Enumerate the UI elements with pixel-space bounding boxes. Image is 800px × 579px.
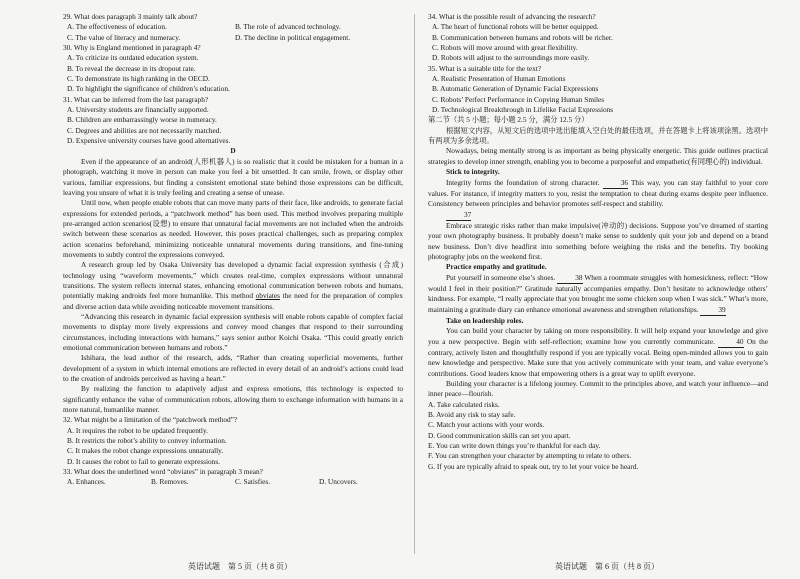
subheading: Stick to integrity. bbox=[446, 167, 500, 177]
option-b: B. Automatic Generation of Dynamic Facial Expressions bbox=[432, 84, 599, 94]
text-segment: When a roommate struggles with homesickness, reflect: “How would I feel in their position?” Gratitude naturally accompanies empathy. Don’t hesitate to acknowledge others’ kindness. For example, “I really appreciate that you brought me some chicken soup when I was sick.” What’s more, maintaining a gratitude diary can enhance emotional awareness and strengthen relationships. bbox=[428, 272, 768, 314]
option-c: C. To demonstrate its high ranking in the OECD. bbox=[67, 74, 210, 84]
column-divider bbox=[414, 14, 415, 554]
option-b: B. Avoid any risk to stay safe. bbox=[428, 410, 516, 420]
option-c: C. The value of literacy and numeracy. bbox=[67, 32, 181, 42]
question-stem: 32. What might be a limitation of the “patchwork method”? bbox=[63, 415, 238, 425]
underlined-word: obviates bbox=[255, 291, 280, 301]
option-c: C. It makes the robot change expressions unnaturally. bbox=[67, 446, 224, 456]
option-c: C. Robots will move around with great flexibility. bbox=[432, 43, 578, 53]
option-a: A. University students are financially supported. bbox=[67, 105, 209, 115]
question-29 bbox=[63, 12, 403, 43]
option-d: D. It causes the robot to fail to generate expressions. bbox=[67, 456, 220, 466]
question-30 bbox=[63, 43, 403, 95]
option-d: D. Good communication skills can set you apart. bbox=[428, 430, 571, 440]
question-stem: 35. What is a suitable title for the text? bbox=[428, 63, 542, 73]
option-d: D. To highlight the significance of children’s education. bbox=[67, 84, 230, 94]
passage-paragraph: A research group led by Osaka University has developed a dynamic facial expression synthesis (合成) technology using “waveform movements,” which creates real-time, complex expressions without unnatural transitions. The system reflects internal states, enhancing emotional communication between robots and humans, potentially making androids feel more humanlike. This method obviates the need for the preparation of complex and diverse action data while avoiding noticeable movement transitions. bbox=[63, 260, 403, 311]
text-segment: You can build your character by taking on more responsibility. It will help expand your knowledge and give you a new perspective. Begin with self-reflection; examine how you currently communicate. bbox=[428, 326, 768, 346]
question-stem: 29. What does paragraph 3 mainly talk about? bbox=[63, 12, 198, 21]
text-segment: Integrity forms the foundation of strong character. bbox=[446, 177, 600, 187]
option-d: D. Robots will adjust to the surroundings more easily. bbox=[432, 53, 590, 63]
option-b: B. Removes. bbox=[151, 477, 189, 487]
option-a: A. Realistic Presentation of Human Emotions bbox=[432, 74, 566, 84]
intro-paragraph: Nowadays, being mentally strong is as important as being physically energetic. This guide outlines practical strategies to develop inner strength, enabling you to become a purposeful and empathetic(有同理心的) individual. bbox=[428, 146, 768, 166]
option-a: A. The effectiveness of education. bbox=[67, 22, 167, 32]
passage-paragraph: Ishihara, the lead author of the research, adds, “Rather than creating superficial movements, further development of a system in which internal emotions are reflected in every detail of an android’s actions could lead to the creation of androids perceived as having a heart.” bbox=[63, 353, 403, 384]
blank-39: 39 bbox=[700, 305, 725, 316]
option-e: E. You can write down things you’re thankful for each day. bbox=[428, 441, 601, 451]
blank-line bbox=[428, 210, 768, 221]
question-stem: 33. What does the underlined word “obviates” in paragraph 3 mean? bbox=[63, 467, 263, 477]
question-33 bbox=[63, 467, 403, 488]
left-column bbox=[63, 12, 403, 488]
text-segment: On the contrary, actively listen and thoughtfully respond if you are typically vocal. Being open-minded allows you to gain new knowledge and perspective. Make sure that you actively communicate with your team, and value everyone’s contributions. Good leaders know that empowering others is a great way to uplift everyone. bbox=[428, 336, 769, 378]
page-footer: 英语试题 第 6 页（共 8 页） bbox=[555, 562, 659, 571]
option-c: C. Satisfies. bbox=[235, 477, 271, 487]
section-instructions: 根据短文内容，从短文后的选项中选出能填入空白处的最佳选项，并在答题卡上将该项涂黑。选项中有两项为多余选项。 bbox=[428, 125, 768, 146]
option-b: B. Children are embarrassingly worse in numeracy. bbox=[67, 115, 217, 125]
blank-37: 37 bbox=[446, 210, 471, 221]
blank-36: 36 bbox=[603, 178, 628, 189]
option-d: D. Uncovers. bbox=[319, 477, 358, 487]
passage-paragraph: Even if the appearance of an android(人形机器人) is so realistic that it could be mistaken for a human in a photograph, watching it move in person can make you feel a bit unsettled. It can smile, frown, or display other various, familiar expressions, but finding a consistent emotional state behind those expressions can be difficult, leaving you unsure of what it is truly feeling and creating a sense of unease. bbox=[63, 156, 403, 197]
section-heading: D bbox=[230, 146, 236, 156]
option-a: A. To criticize its outdated education system. bbox=[67, 53, 199, 63]
option-d: D. The decline in political engagement. bbox=[235, 32, 351, 42]
option-b: B. It restricts the robot’s ability to convey information. bbox=[67, 436, 227, 446]
option-a: A. The heart of functional robots will be better equipped. bbox=[432, 22, 599, 32]
text-segment: Put yourself in someone else’s shoes. bbox=[446, 272, 556, 282]
option-f: F. You can strengthen your character by attempting to relate to others. bbox=[428, 451, 632, 461]
passage-paragraph bbox=[428, 273, 768, 316]
section-title: 第二节（共 5 小题；每小题 2.5 分，满分 12.5 分） bbox=[428, 115, 589, 125]
question-stem: 30. Why is England mentioned in paragraph 4? bbox=[63, 43, 201, 53]
question-stem: 34. What is the possible result of advancing the research? bbox=[428, 12, 596, 21]
question-34 bbox=[428, 12, 768, 64]
subheading: Practice empathy and gratitude. bbox=[446, 262, 547, 272]
question-31 bbox=[63, 95, 403, 147]
question-35 bbox=[428, 64, 768, 116]
answer-options bbox=[428, 400, 768, 472]
passage-paragraph: Embrace strategic risks rather than make impulsive(冲动的) decisions. Suppose you’ve dreamed of starting your own photography business. It probably doesn’t make sense to suddenly quit your job and depend on a brand new business. Don’t dive headfirst into something before weighing the risks and the benefits. Try booking photography jobs on the weekend first. bbox=[428, 220, 768, 261]
option-a: A. It requires the robot to be updated frequently. bbox=[67, 425, 208, 435]
passage-paragraph: “Advancing this research in dynamic facial expression synthesis will enable robots capable of complex facial movements to display more lively expressions and convey mood changes that respond to their surrounding circumstances, including interactions with humans,” says senior author Koichi Osaka. “This could greatly enrich emotional communication between humans and robots.” bbox=[63, 311, 403, 352]
passage-paragraph: Building your character is a lifelong journey. Commit to the principles above, and watch your influence—and inner peace—flourish. bbox=[428, 379, 768, 399]
option-c: C. Match your actions with your words. bbox=[428, 420, 545, 430]
passage-paragraph bbox=[428, 326, 768, 379]
passage-paragraph: By realizing the function to adaptively adjust and express emotions, this technology is expected to significantly enhance the value of communication robots, allowing them to exchange information with humans in a more natural, humanlike manner. bbox=[63, 384, 403, 415]
option-b: B. Communication between humans and robots will be richer. bbox=[432, 32, 613, 42]
blank-38: 38 bbox=[557, 273, 582, 284]
option-d: D. Expensive university courses have good alternatives. bbox=[67, 136, 231, 146]
option-c: C. Degrees and abilities are not necessarily matched. bbox=[67, 125, 222, 135]
option-b: B. The role of advanced technology. bbox=[235, 22, 341, 32]
option-g: G. If you are typically afraid to speak out, try to let your voice be heard. bbox=[428, 461, 639, 471]
option-a: A. Enhances. bbox=[67, 477, 106, 487]
passage-paragraph: Until now, when people enable robots that can move many parts of their face, like androids, to generate facial expressions for extended periods, a “patchwork method” has been used. This method involves preparing multiple pre-arranged action scenarios(设想) to ensure that unnatural facial movements are not included when the androids switch between these scenarios as needed. However, this poses practical challenges, such as preparing complex action scenarios beforehand, minimizing noticeable unnatural movements during transitions, and fine-tuning movements to subtly control the expressions conveyed. bbox=[63, 198, 403, 259]
option-a: A. Take calculated risks. bbox=[428, 399, 500, 409]
blank-40: 40 bbox=[718, 337, 743, 348]
subheading: Take on leadership roles. bbox=[446, 315, 524, 325]
question-stem: 31. What can be inferred from the last paragraph? bbox=[63, 94, 209, 104]
option-b: B. To reveal the decrease in its dropout rate. bbox=[67, 63, 196, 73]
right-column bbox=[428, 12, 768, 472]
option-c: C. Robots’ Perfect Performance in Copying Human Smiles bbox=[432, 94, 605, 104]
option-d: D. Technological Breakthrough in Lifelike Facial Expressions bbox=[432, 105, 614, 115]
text-segment: This way, you can stay faithful to your core values. For instance, if integrity matters to you, resist the temptation to cheat during exams despite peer influence. Consistency between principles and behavior promotes self-respect and stability. bbox=[428, 177, 768, 209]
question-32 bbox=[63, 415, 403, 467]
passage-paragraph bbox=[428, 178, 768, 210]
page-footer: 英语试题 第 5 页（共 8 页） bbox=[188, 562, 292, 571]
